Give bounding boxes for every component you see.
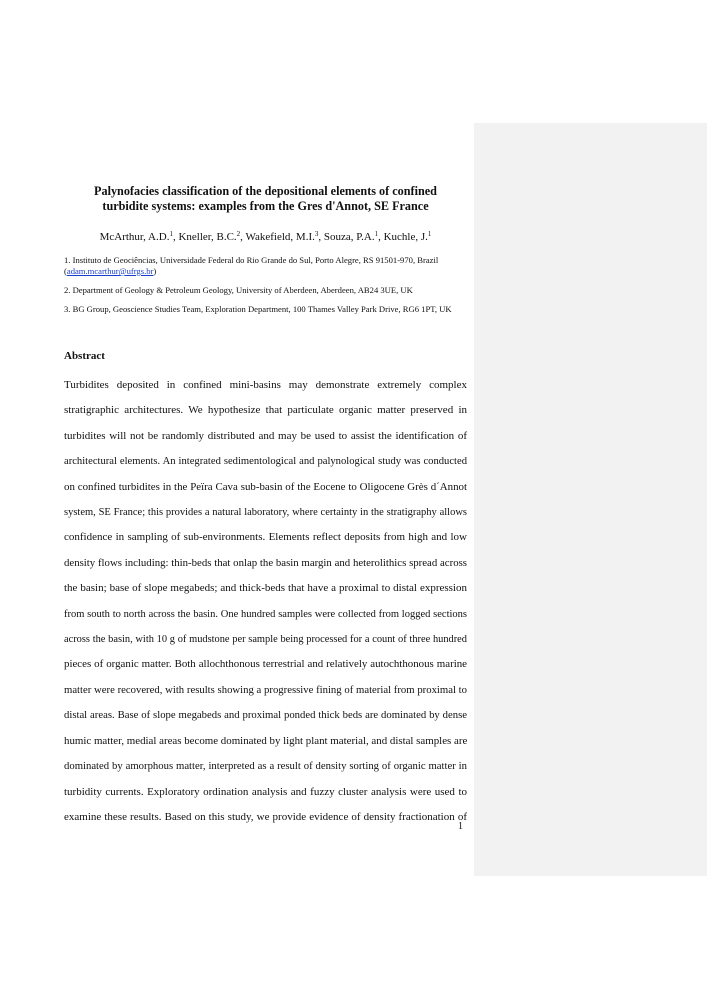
abstract-line: humic matter, medial areas become dominated by light plant material, and distal samples are: [64, 734, 468, 747]
author-list: McArthur, A.D.$^1$, Kneller, B.C.$^2$, Wakefield, M.I.$^3$, Souza, P.A.$^1$, Kuchle, J.$^1$: [99, 230, 432, 243]
affiliation-2: 2. Department of Geology & Petroleum Geology, University of Aberdeen, Aberdeen, AB24 3UE, UK: [64, 285, 413, 295]
abstract-line: examine these results. Based on this study, we provide evidence of density fractionation of: [64, 810, 467, 823]
paper-title: [64, 184, 467, 214]
abstract-line: dominated by amorphous matter, interpreted as a result of density sorting of organic matter in: [64, 760, 467, 773]
author-name: Souza, P.A.: [323, 231, 375, 243]
abstract-line: across the basin, with 10 g of mudstone per sample being processed for a count of three hundred: [64, 634, 467, 646]
author-affil-sup: 1: [374, 230, 379, 238]
abstract-line: turbidity currents. Exploratory ordination analysis and fuzzy cluster analysis were used to: [64, 785, 467, 798]
abstract-line: stratigraphic architectures. We hypothesize that particulate organic matter preserved in: [64, 404, 467, 417]
author-affil-sup: 1: [169, 230, 173, 238]
abstract-heading: Abstract: [64, 350, 105, 362]
author-name: Kuchle, J.: [383, 231, 428, 243]
author-name: Wakefield, M.I.: [245, 231, 315, 243]
title-line-1: Palynofacies classification of the depositional elements of confined: [94, 184, 437, 198]
title-line-2: turbidite systems: examples from the Gres d'Annot, SE France: [102, 199, 429, 213]
abstract-line: matter were recovered, with results showing a progressive fining of material from proximal to: [64, 683, 467, 696]
abstract-line: on confined turbidites in the Peïra Cava sub-basin of the Eocene to Oligocene Grès d´Annot: [64, 480, 467, 493]
author-name: McArthur, A.D.: [99, 231, 170, 243]
page-number: 1: [458, 821, 463, 832]
abstract-line: system, SE France; this provides a natural laboratory, where certainty in the stratigraphy allows: [64, 507, 467, 519]
abstract-line: pieces of organic matter. Both allochthonous terrestrial and relatively autochthonous marine: [64, 658, 467, 671]
abstract-line: from south to north across the basin. One hundred samples were collected from logged sections: [64, 608, 467, 620]
author-affil-sup: 2: [236, 230, 241, 238]
abstract-line: Turbidites deposited in confined mini-basins may demonstrate extremely complex: [64, 379, 467, 391]
affiliation-3: 3. BG Group, Geoscience Studies Team, Exploration Department, 100 Thames Valley Park Drive, RG6 1PT, UK: [64, 304, 452, 314]
abstract-line: turbidites will not be randomly distributed and may be used to assist the identification of: [64, 429, 467, 442]
author-affil-sup: 1: [427, 230, 432, 238]
comment-pane: [474, 123, 707, 876]
abstract-line: distal areas. Base of slope megabeds and proximal ponded thick beds are dominated by dense: [64, 709, 467, 722]
affiliation-1: 1. Instituto de Geociências, Universidade Federal do Rio Grande do Sul, Porto Alegre, RS 91501-970, Brazil (adam.mcarthur@ufrgs.br): [64, 255, 439, 276]
abstract-body: [64, 373, 467, 830]
author-email-link[interactable]: adam.mcarthur@ufrgs.br: [66, 266, 154, 276]
abstract-line: the basin; base of slope megabeds; and thick-beds that have a proximal to distal expression: [64, 582, 467, 595]
abstract-line: density flows including: thin-beds that onlap the basin margin and heterolithics spread across: [64, 556, 467, 569]
author-affil-sup: 3: [314, 230, 319, 238]
abstract-line: architectural elements. An integrated sedimentological and palynological study was conducted: [64, 456, 467, 468]
abstract-line: confidence in sampling of sub-environments. Elements reflect deposits from high and low: [64, 531, 467, 544]
affiliation-1-text: 1. Instituto de Geociências, Universidade Federal do Rio Grande do Sul, Porto Alegre, RS 91501-970, Brazil: [64, 255, 439, 265]
author-name: Kneller, B.C.: [178, 231, 237, 243]
